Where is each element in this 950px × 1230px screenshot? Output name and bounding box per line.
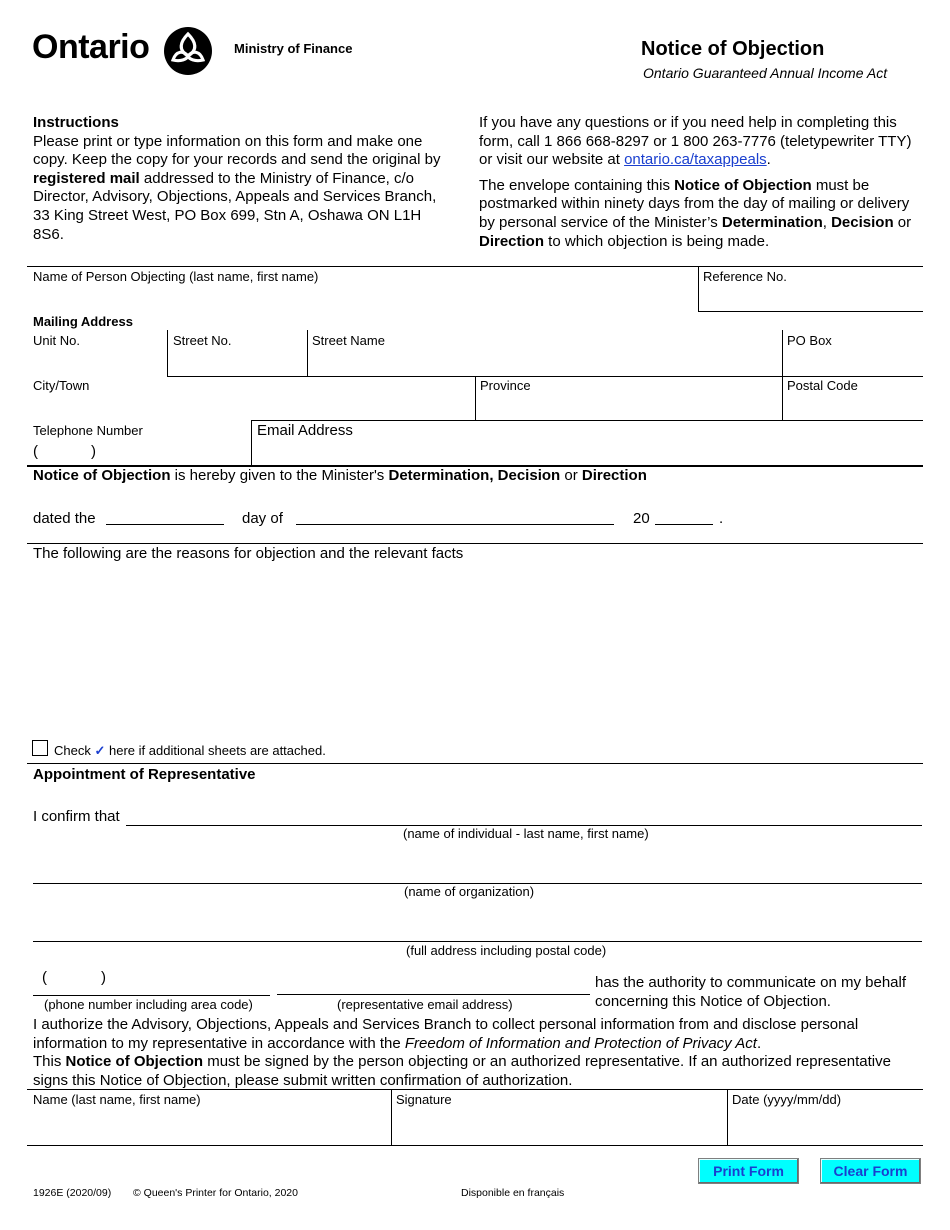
additional-sheets-checkbox[interactable] [32, 740, 48, 756]
reasons-label: The following are the reasons for objection and the relevant facts [33, 545, 464, 562]
divider [475, 420, 923, 421]
divider [251, 420, 475, 421]
notice-bold: Notice of Objection [33, 467, 171, 484]
day-of-label: day of [242, 510, 283, 527]
name-label: Name of Person Objecting (last name, first name) [33, 269, 319, 284]
rep-name-input[interactable] [126, 806, 922, 826]
date-period: . [719, 510, 724, 527]
dated-the-label: dated the [33, 510, 96, 527]
divider [698, 266, 699, 312]
divider [251, 420, 252, 466]
name-input[interactable] [33, 287, 693, 309]
deadline-text-bold: Notice of Objection [674, 176, 812, 194]
date-label: Date (yyyy/mm/dd) [732, 1092, 842, 1107]
divider [33, 995, 270, 996]
check-text-part: Check [54, 743, 91, 758]
divider [27, 1145, 923, 1146]
divider [782, 330, 783, 376]
notice-statement [33, 467, 647, 484]
copyright: © Queen's Printer for Ontario, 2020 [133, 1187, 298, 1199]
phone-area-code-input[interactable] [44, 443, 88, 461]
province-label: Province [480, 378, 531, 393]
telephone-label: Telephone Number [33, 423, 143, 438]
divider [698, 311, 923, 312]
notice-text-part: or [560, 467, 582, 484]
unit-input[interactable] [33, 351, 161, 373]
authorization-text-part: I authorize the Advisory, Objections, Appeals and Services Branch to collect personal information from and disclose personal information to my representative in accordance with the [33, 1016, 859, 1052]
authorization-text-part: . [756, 1034, 762, 1052]
instructions-block [33, 114, 443, 244]
help-block [479, 114, 919, 251]
deadline-text-bold: Decision [831, 213, 894, 231]
notice-bold: Direction [581, 467, 647, 484]
signer-name-input[interactable] [33, 1112, 385, 1136]
divider [27, 763, 923, 764]
authority-text: has the authority to communicate on my behalf concerning this Notice of Objection. [595, 974, 907, 1010]
instructions-heading: Instructions [33, 114, 119, 131]
ontario-logo-text: Ontario [32, 28, 150, 66]
phone-area-close: ) [91, 443, 96, 460]
po-box-input[interactable] [787, 351, 919, 373]
signing-requirement-text [33, 1053, 913, 1090]
form-subtitle: Ontario Guaranteed Annual Income Act [643, 65, 888, 81]
rep-name-caption: (name of individual - last name, first name) [403, 826, 649, 841]
rep-address-caption: (full address including postal code) [406, 943, 607, 958]
email-input[interactable] [257, 441, 919, 463]
dated-month-input[interactable] [296, 507, 614, 525]
deadline-text-bold: Direction [479, 232, 545, 250]
help-text [479, 114, 919, 170]
help-text-part: . [766, 151, 771, 169]
deadline-text [479, 177, 919, 251]
rep-address-input[interactable] [33, 922, 922, 942]
rep-area-code-input[interactable] [52, 970, 98, 988]
signing-text-bold: Notice of Objection [65, 1053, 204, 1070]
deadline-text-part: to which objection is being made. [544, 232, 770, 250]
notice-text-part: is hereby given to the Minister's [170, 467, 389, 484]
deadline-text-part: , [822, 213, 832, 231]
rep-email-input[interactable] [277, 975, 590, 995]
clear-form-button[interactable]: Clear Form [820, 1158, 921, 1184]
city-input[interactable] [33, 396, 469, 418]
representative-heading: Appointment of Representative [33, 766, 256, 783]
divider [167, 330, 168, 376]
rep-organization-caption: (name of organization) [404, 884, 535, 899]
street-name-input[interactable] [312, 351, 777, 373]
dated-day-input[interactable] [106, 507, 224, 525]
reference-input[interactable] [703, 287, 919, 309]
instructions-text [33, 133, 443, 245]
french-availability: Disponible en français [461, 1187, 565, 1199]
authorization-text [33, 1016, 913, 1053]
signature-date-input[interactable] [732, 1112, 918, 1136]
divider [727, 1089, 728, 1146]
dated-year-input[interactable] [655, 507, 713, 525]
rep-organization-input[interactable] [33, 864, 922, 884]
rep-phone-caption: (phone number including area code) [44, 997, 253, 1012]
divider [27, 266, 923, 267]
fippa-act-text: Freedom of Information and Protection of Privacy Act [404, 1034, 757, 1052]
divider [307, 330, 308, 376]
divider [782, 376, 783, 421]
divider [475, 376, 476, 421]
reference-label: Reference No. [703, 269, 787, 284]
po-box-label: PO Box [787, 333, 832, 348]
rep-phone-close: ) [101, 969, 106, 986]
checkmark-icon: ✓ [94, 743, 106, 758]
street-no-label: Street No. [173, 333, 232, 348]
phone-area-open: ( [33, 443, 38, 460]
province-input[interactable] [480, 396, 778, 418]
notice-bold: Determination, Decision [388, 467, 561, 484]
email-label: Email Address [257, 422, 353, 439]
divider [27, 1089, 923, 1090]
divider [391, 1089, 392, 1146]
postal-code-input[interactable] [787, 396, 919, 418]
reasons-textarea[interactable] [33, 566, 919, 734]
deadline-text-part: The envelope containing this [479, 176, 675, 194]
divider [27, 543, 923, 544]
ontario-trillium-icon [163, 26, 213, 76]
unit-label: Unit No. [33, 333, 80, 348]
check-text-part: here if additional sheets are attached. [109, 743, 326, 758]
signature-label: Signature [396, 1092, 452, 1107]
confirm-label: I confirm that [33, 808, 120, 825]
city-label: City/Town [33, 378, 90, 393]
year-prefix: 20 [633, 510, 650, 527]
signing-text-part: This [33, 1053, 66, 1070]
mailing-address-heading: Mailing Address [33, 314, 133, 329]
form-number: 1926E (2020/09) [33, 1187, 112, 1199]
additional-sheets-label [54, 743, 326, 759]
registered-mail-text: registered mail [33, 169, 140, 187]
ministry-name: Ministry of Finance [234, 41, 353, 56]
rep-email-caption: (representative email address) [337, 997, 513, 1012]
rep-phone-input[interactable] [112, 975, 270, 995]
deadline-text-part: or [893, 213, 912, 231]
rep-phone-open: ( [42, 969, 47, 986]
street-name-label: Street Name [312, 333, 385, 348]
deadline-text-part: must be postmarked within ninety days from the day of mailing or delivery by personal service of the Minister’s [479, 176, 910, 231]
signing-text-part: must be signed by the person objecting or an authorized representative. If an authorized representative signs this Notice of Objection, please submit written confirmation of authorization. [33, 1053, 891, 1089]
divider [167, 376, 923, 377]
form-title: Notice of Objection [641, 38, 825, 60]
help-text-part: If you have any questions or if you need help in completing this form, call 1 866 668-8297 or 1 800 263-7776 (teletypewriter TTY) or visit our website at [479, 114, 912, 169]
signer-name-label: Name (last name, first name) [33, 1092, 201, 1107]
print-form-button[interactable]: Print Form [698, 1158, 799, 1184]
taxappeals-link[interactable]: ontario.ca/taxappeals [624, 151, 767, 169]
instructions-text-part: addressed to the Ministry of Finance, c/o Director, Advisory, Objections, Appeals and Services Branch, 33 King Street West, PO Box 699, Stn A, Oshawa ON L1H 8S6. [33, 169, 437, 243]
deadline-text-bold: Determination [721, 213, 823, 231]
instructions-text-part: Please print or type information on this form and make one copy. Keep the copy for your records and send the original by [33, 132, 441, 169]
street-no-input[interactable] [173, 351, 301, 373]
postal-code-label: Postal Code [787, 378, 858, 393]
phone-number-input[interactable] [102, 443, 246, 461]
